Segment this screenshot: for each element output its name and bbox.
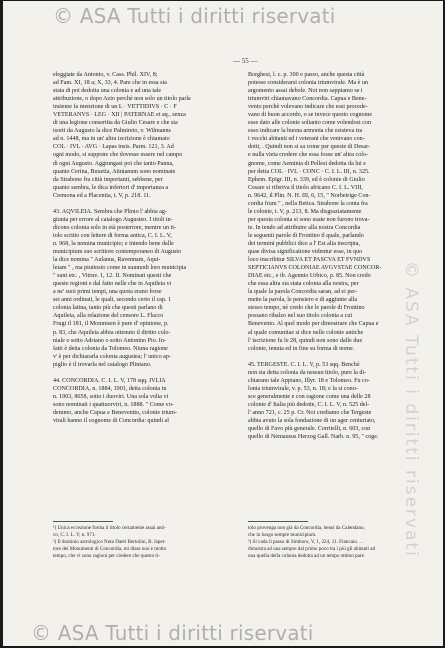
footnote-line: ²) Il dominio astrologico Nota Daeti Bertolini, R. Ispet-: [53, 538, 166, 545]
footnote-line: tempo, che vi sono ragioni per credere che questo ti-: [53, 552, 160, 559]
text-line: 43. AQVILEIA. Sembra che Plinio l' abbia ag-: [53, 208, 167, 215]
text-line: abbia avuto la sola fondazione di un ager centuriato,: [248, 418, 376, 425]
text-line: quello di Nemausus Herzog Gall. Narb. n. 95, " coge.: [248, 434, 379, 441]
text-line: quello di Favo più generale. Corritelli, n. 603, con: [248, 426, 371, 433]
text-line: n. 9642, il Plin. N. H. III, 6, 15, " Norbetrige Con-: [248, 192, 371, 199]
text-line: loco inscribitur SILVA ET PASCVA ET FVNDVS: [248, 257, 371, 264]
text-line: quanto sembra, le dica inferiori d' importanza a: [53, 184, 169, 191]
footnote-line: dimostra ad una sempre dal primo poco tra i più gli abitanti ad: [248, 545, 376, 552]
text-line: CONCORDIA, n. 1884, 1901, detta colonia in: [53, 385, 167, 392]
text-line: che essa altra sia stata colonia alla nostra, per: [248, 281, 359, 288]
text-line: n. 968, la nomina municipio; e intendo bene dalle: [53, 240, 174, 247]
text-line: isorti da Augusto la dice Palmireio, v. Wilmanns: [53, 128, 171, 135]
footnote-rule-right: [248, 521, 308, 522]
watermark-bottom: © ASA Tutti i diritti riservati: [31, 621, 314, 645]
text-line: stesso tempo, nè credo che le parole di Frontino: [248, 305, 365, 312]
text-line: di una legione consertita da Giulio Cesare e che sia: [53, 120, 178, 127]
text-line: [53, 369, 241, 377]
text-line: 44. CONCORDIA. C. I. L. V, 178 sqq. IVLIA: [53, 377, 166, 384]
text-line: chiarano tale Appiano, Illyr. 18 e Tolomeo. Fu co-: [248, 377, 370, 384]
text-line: per detta COL · IVL · CONC · C. I. L. III, n. 325.: [248, 168, 370, 175]
footnote-line: tolo provenga non già da Concordia, bensì da Calendano,: [248, 525, 365, 531]
text-line: COL · IVL · AVG · Lapas insis. Parm. 121, 3. Ad: [53, 144, 174, 151]
text-line: queste regioni e dal fatto nelle che in Aquileia vi: [53, 281, 172, 288]
text-line: al quale comunitae si dice nelle colonie antiche: [248, 329, 364, 336]
text-line: le colonie, t. V, p. 213, 8. Ma disgraziatamente: [248, 208, 362, 215]
text-line: quae divisa significatione videntur esse, in quo: [248, 249, 363, 256]
text-line: stata di poi dedotta una colonia e ad una tale: [53, 88, 162, 95]
text-line: dicono colonia solo in età posteriore, mentre un ti-: [53, 224, 177, 231]
footnote-line: co, C. I. L. V, n. 971.: [53, 531, 96, 538]
text-line: a ne' suoi primi tempi, una quota erano forse: [53, 289, 162, 296]
text-line: eleggiate da Antonio, v. Cass. Phil. XIV, 8;: [53, 72, 158, 78]
text-line: [53, 200, 241, 208]
text-line: ogni modo, si suppone che dovesse essere nel campo: [53, 152, 183, 159]
text-line: triumviri chiamavano Concordia. Capua e Bene-: [248, 96, 367, 103]
text-line: Ephem. Epigr. III, n. 339, ed è colonie di Giulio: [248, 176, 365, 183]
page-number: — 55 —: [233, 57, 258, 65]
text-line: niale o sotto Adriano o sotto Antonino Pio. In-: [53, 337, 166, 344]
text-line: Borghesi, l. c. p. 300 e passo, anche questa città: [248, 72, 365, 78]
text-line: Cesare si riferiva il titolo africano C. I. L. VIII,: [248, 184, 363, 191]
text-line: VETERANVS · LEG · XII | PATERNAE et aq., senza: [53, 112, 186, 119]
text-line: [248, 353, 436, 361]
text-line: ad n. 1448, ma in un' altra iscrizione è chiamato: [53, 136, 170, 143]
text-line: virali hanno il cognome di Concordia: quindi al: [53, 418, 169, 425]
text-line: attribuzione, o dopo Azio perchè non solo un titolo parla: [53, 96, 191, 103]
footnote-line: ³) Si vada il passo di Simboro, V, 1, 224, 11. Francaio. . .: [248, 538, 364, 545]
text-line: leiam " , ma piuttosto come in suumodi loro municipia: [53, 265, 187, 272]
text-line: colonia latina, tanto più che questi parlano di: [53, 305, 163, 312]
text-line: Cremona ed a Placentia, t. V, p. 218. 11.: [53, 192, 151, 199]
text-line: 45. TERGESTE. C. I. L. V, p. 53 sqq. Benchè: [248, 361, 360, 368]
text-line: la quale la parola Concordia saran, ad ei per-: [248, 289, 358, 296]
footnote-line: ¹) Unica eccezione forma il titolo certamente assai anti-: [53, 525, 166, 531]
text-line: n. 1903, 8658, sotto i duoviri. Una sola volta vi: [53, 393, 169, 400]
text-line: potesse considerarsi colonia triumvirale. Ma è un: [248, 80, 368, 87]
text-line: Aquileia, alla relazione del censore L. Flacco: [53, 313, 164, 320]
text-line: vento perchè volevano indicare che essi procede-: [248, 104, 368, 111]
document-page: [3, 1, 443, 646]
text-line: cordia frum " , nella Betica. Strabone la conta fra: [248, 200, 368, 207]
watermark-top: © ASA Tutti i diritti riservati: [53, 4, 336, 28]
text-line: colonie d' Italia più dedotte, C. I. L. V, n. 525 del-: [248, 401, 370, 408]
text-line: sce generalmente e con ragione come una delle 28: [248, 393, 371, 400]
text-line: colonie, tenuta ed in fine su forma di nome.: [248, 345, 355, 352]
text-line: Frugi il 181, il Mommsen è pure d' opinione, p.: [53, 321, 169, 328]
text-line: dotti, . Quindi non si sa come per queste di Desar-: [248, 144, 371, 151]
text-line: te. In tendo ad attribuire alla nostra Concordia: [248, 224, 361, 231]
text-line: i vecchi abitanti ed i veterani che venivano con-: [248, 136, 365, 143]
text-line: esso indicare la buona armonia che esisteva tra: [248, 128, 363, 135]
text-line: piglio è il trovarla nel catalogo Pliniano.: [53, 361, 152, 368]
text-line: da Strabone fra città importanti, sebbene, per: [53, 176, 163, 183]
text-line: ad Fam. XI, 18 a; X, 33, 4. Pare che in essa sia: [53, 80, 167, 87]
text-line: argomento assai debole. Noi non sappiamo se i: [248, 88, 363, 95]
text-line: insieme fa menzione di un L · VETTIDIVS · C · F: [53, 104, 177, 111]
text-line: l' anno 721, c. 25 p. Cr. Noi crediamo che Tergeste: [248, 409, 372, 416]
text-line: municipium suo scrittore contemporaneo di Augusto: [53, 249, 182, 256]
text-line: per questa colonia si sono usate non furono trova-: [248, 216, 370, 223]
watermark-side: © ASA Tutti i diritti riservati: [401, 261, 421, 558]
text-line: mette la parola, le pensiero e di aggiunte alla: [248, 297, 358, 304]
footnotes-right: [248, 525, 436, 560]
text-line: esse dato alle colonie soltanto come volendosi con: [248, 120, 372, 127]
text-line: DIAE etc., e ib. Agennio Urbico, p. 85. Non credo: [248, 273, 371, 280]
text-line: sei anni ordinati, le quali, secondo certo il cap. 1: [53, 297, 172, 304]
text-line: le seguenti parole di Frontino il quale, parlando: [248, 232, 364, 239]
text-line: l' iscrizione fu le 28, quindi non sono dalle due: [248, 337, 363, 344]
footnote-line: tore dei Monumenti di Concordia, mi disse non è molto: [53, 545, 167, 552]
text-line: fatti è detta colonia da Tolomeo. Niuna ragione: [53, 345, 168, 352]
text-line: possano ribalzo nel suo titolo colonia a cui: [248, 313, 353, 320]
text-line: non sia detta colonia da nessun titolo, pure la di-: [248, 369, 367, 376]
text-line: demmo, anche Capua e Beneventto, colonie trium-: [53, 409, 177, 416]
text-line: giunta per errore al catalogo Augusteo. I titoli in-: [53, 216, 173, 223]
text-line: la dice nomina " Aulanus, Ravennam, Aqui-: [53, 257, 161, 264]
footnote-line: che in luogo sempre municipium.: [248, 531, 317, 538]
footnotes-left: [53, 525, 241, 560]
text-line: Benevento. Al quel modo per dimostrare che Capua e: [248, 321, 379, 328]
footnote-rule-left: [53, 521, 113, 522]
right-column: [248, 71, 436, 441]
text-line: sono nominati i quattuorviri, n. 1888. " Come vo-: [53, 401, 174, 408]
text-line: " sunt etc. , Vitruv. 1, 12. II. Nominati questi che: [53, 273, 172, 280]
text-line: v' è per dichiararla colonia augustea; l' unico ap-: [53, 353, 171, 360]
text-line: gnome, come Aeminia di Pellesi dedotta da lui e: [248, 160, 366, 167]
text-line: di ogni Augusto. Aggiungasi poi che tanto Panna,: [53, 160, 174, 167]
left-column: [53, 71, 241, 425]
text-line: e nulla vieta credere che essa fosse un' altra colo-: [248, 152, 369, 159]
text-line: quanto Cerina, Buxetia, Atinianum sono nominate: [53, 168, 176, 175]
text-line: tolo scritto con lettere di forma antica, C. I. L. V,: [53, 232, 172, 239]
text-line: SEPTICIANVS COLONIAE AVGVSTAE CONCOR-: [248, 265, 382, 272]
text-line: dei termini pubblici dice a l' Est alia inscripta,: [248, 240, 360, 247]
text-line: lonia triumvirale, v. p. 53, n. 18; e la si cono-: [248, 385, 358, 392]
text-line: vano di buon accordo, o se invece questo cognome: [248, 112, 373, 119]
text-line: p. 83, che Aquileia abbia ottenuto il diritto colo-: [53, 329, 171, 336]
footnote-line: una quella della colonia dedotta ad un tempo ottimo pare.: [248, 552, 366, 559]
